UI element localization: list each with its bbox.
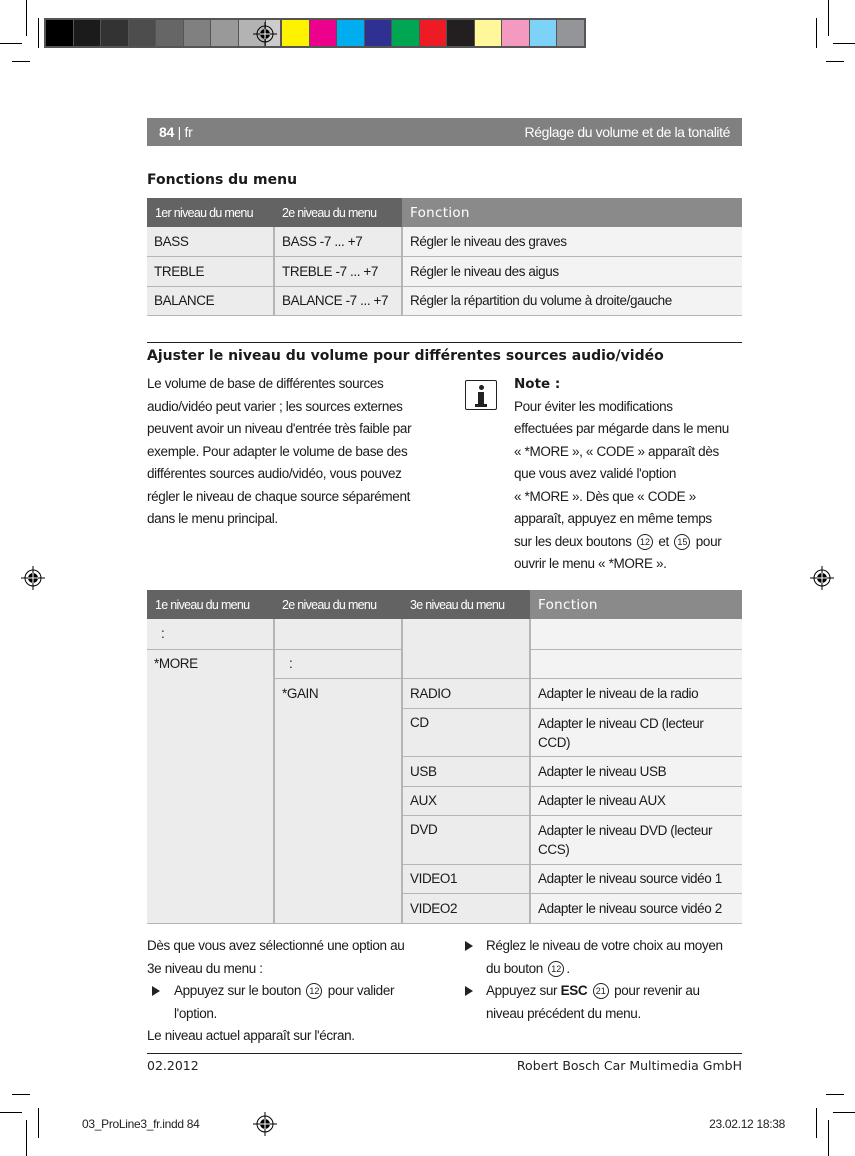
step-item [460,935,745,980]
table-cell: *GAIN [274,678,402,923]
text-line: Le niveau actuel apparaît sur l'écran. [147,1028,355,1043]
column-header: Fonction [530,590,742,619]
table-cell: DVD [402,815,530,864]
language-code: | fr [177,124,193,140]
text-span: Appuyez sur le bouton [174,983,305,998]
color-swatch [365,20,393,46]
text-line: différentes sources audio/vidéo, vous pouvez [147,466,402,481]
table-cell [274,619,402,649]
column-header: 1e niveau du menu [147,590,274,619]
column-header: 3e niveau du menu [402,590,530,619]
menu-functions-table [147,198,742,316]
table-cell: BALANCE [147,286,274,315]
color-swatch [282,20,310,46]
text-span: du bouton [486,960,547,976]
button-number-badge: 12 [637,534,653,550]
table-cell: VIDEO2 [402,893,530,923]
source-gain-table [147,590,742,924]
table-cell: TREBLE -7 ... +7 [274,256,402,286]
color-swatch [530,20,558,46]
note-label: Note : [514,376,561,392]
color-swatch [392,20,420,46]
section-divider [147,342,742,343]
button-number-badge: 15 [674,534,690,550]
table-cell: CD [402,708,530,756]
registration-mark-icon [253,1112,277,1136]
table-cell: *MORE [147,649,274,923]
instructions-left [147,935,447,1048]
table-cell: : [274,649,402,678]
table-header-row [147,198,742,227]
slug-timestamp: 23.02.12 18:38 [709,1117,785,1131]
table-cell: Adapter le niveau de la radio [530,678,742,708]
color-calibration-bar [280,18,586,48]
column-header: Fonction [402,198,742,227]
instructions-right [460,935,745,1025]
registration-mark-icon [253,22,277,46]
text-line: régler le niveau de chaque source séparément [147,488,411,504]
color-swatch [129,20,157,46]
text-line: l'option. [174,1005,217,1021]
button-number-badge: 12 [306,983,322,999]
color-swatch [211,20,239,46]
text-span: et [654,533,673,549]
table-cell: RADIO [402,678,530,708]
footer-date: 02.2012 [147,1058,199,1073]
table-cell: BASS [147,227,274,256]
footer-divider [147,1053,742,1054]
color-swatch [420,20,448,46]
color-swatch [447,20,475,46]
table-row [147,286,742,315]
table-cell: Adapter le niveau source vidéo 2 [530,893,742,923]
key-label: ESC [560,983,588,998]
table-row [147,227,742,256]
registration-mark-icon [810,566,834,590]
text-span: Appuyez sur [486,983,561,998]
text-line: Le volume de base de différentes sources [147,376,384,391]
table-cell: AUX [402,786,530,815]
color-swatch [101,20,129,46]
text-line: audio/vidéo peut varier ; les sources externes [147,398,403,414]
table-cell: : [147,619,274,649]
text-span: sur les deux boutons [514,533,635,549]
color-swatch [156,20,184,46]
page-header [147,118,742,146]
text-line: effectuées par mégarde dans le menu [514,421,729,436]
text-line: que vous avez validé l'option [514,466,677,481]
text-line: ouvrir le menu « *MORE ». [514,556,667,571]
bullet-arrow-icon [465,986,473,996]
table-cell: Adapter le niveau USB [530,756,742,786]
table-cell: Adapter le niveau AUX [530,786,742,815]
table-cell: Adapter le niveau CD (lecteur CCD) [530,708,742,756]
bullet-arrow-icon [465,941,473,951]
text-span: . [566,960,570,976]
step-item [460,980,745,1025]
registration-mark-icon [21,566,45,590]
info-icon [465,380,497,410]
text-line: « *MORE », « CODE » apparaît dès [514,443,719,459]
text-line [486,980,745,1003]
table-cell: Régler le niveau des aigus [402,256,742,286]
text-line: Réglez le niveau de votre choix au moyen [486,938,723,953]
table-header-row [147,590,742,619]
table-cell: Adapter le niveau source vidéo 1 [530,864,742,893]
text-line: peuvent avoir un niveau d'entrée très faible par [147,421,412,436]
text-span: pour revenir au [610,983,700,998]
column-header: 2e niveau du menu [274,198,402,227]
text-line [514,531,749,554]
text-line: exemple. Pour adapter le volume de base des [147,443,408,459]
column-header: 2e niveau du menu [274,590,402,619]
table-row [147,256,742,286]
button-number-badge: 12 [548,961,564,977]
section-heading-volume-sources: Ajuster le niveau du volume pour différentes sources audio/vidéo [147,348,664,364]
color-swatch [337,20,365,46]
bullet-arrow-icon [152,986,160,996]
color-swatch [310,20,338,46]
text-line: dans le menu principal. [147,511,278,526]
text-line: niveau précédent du menu. [486,1005,641,1021]
color-swatch [74,20,102,46]
table-cell: Régler la répartition du volume à droite/gauche [402,286,742,315]
text-line [486,958,745,981]
step-item [147,980,447,1025]
table-row [147,619,742,649]
column-header: 1er niveau du menu [147,198,274,227]
color-swatch [184,20,212,46]
table-cell [402,619,530,678]
text-line: Dès que vous avez sélectionné une option au [147,938,405,953]
button-number-badge: 21 [593,983,609,999]
text-line: « *MORE ». Dès que « CODE » [514,488,696,504]
page-number: 84 [159,124,174,140]
color-swatch [502,20,530,46]
note-box [514,373,749,576]
text-span: pour valider [324,983,395,998]
section-title: Réglage du volume et de la tonalité [524,124,730,140]
color-swatch [46,20,74,46]
table-cell: BASS -7 ... +7 [274,227,402,256]
table-cell: Adapter le niveau DVD (lecteur CCS) [530,815,742,864]
text-line: Pour éviter les modifications [514,398,673,414]
section-heading-menu-functions: Fonctions du menu [147,172,298,188]
text-line: 3e niveau du menu : [147,960,263,976]
table-cell: TREBLE [147,256,274,286]
table-cell: USB [402,756,530,786]
color-swatch [557,20,584,46]
table-cell: BALANCE -7 ... +7 [274,286,402,315]
table-cell [530,619,742,649]
intro-paragraph [147,373,447,531]
text-line: apparaît, appuyez en même temps [514,511,712,526]
footer-company: Robert Bosch Car Multimedia GmbH [516,1058,742,1073]
slug-filename: 03_ProLine3_fr.indd 84 [82,1117,200,1131]
color-swatch [475,20,503,46]
table-cell [530,649,742,678]
text-span: pour [692,533,722,549]
table-cell: VIDEO1 [402,864,530,893]
table-cell: Régler le niveau des graves [402,227,742,256]
